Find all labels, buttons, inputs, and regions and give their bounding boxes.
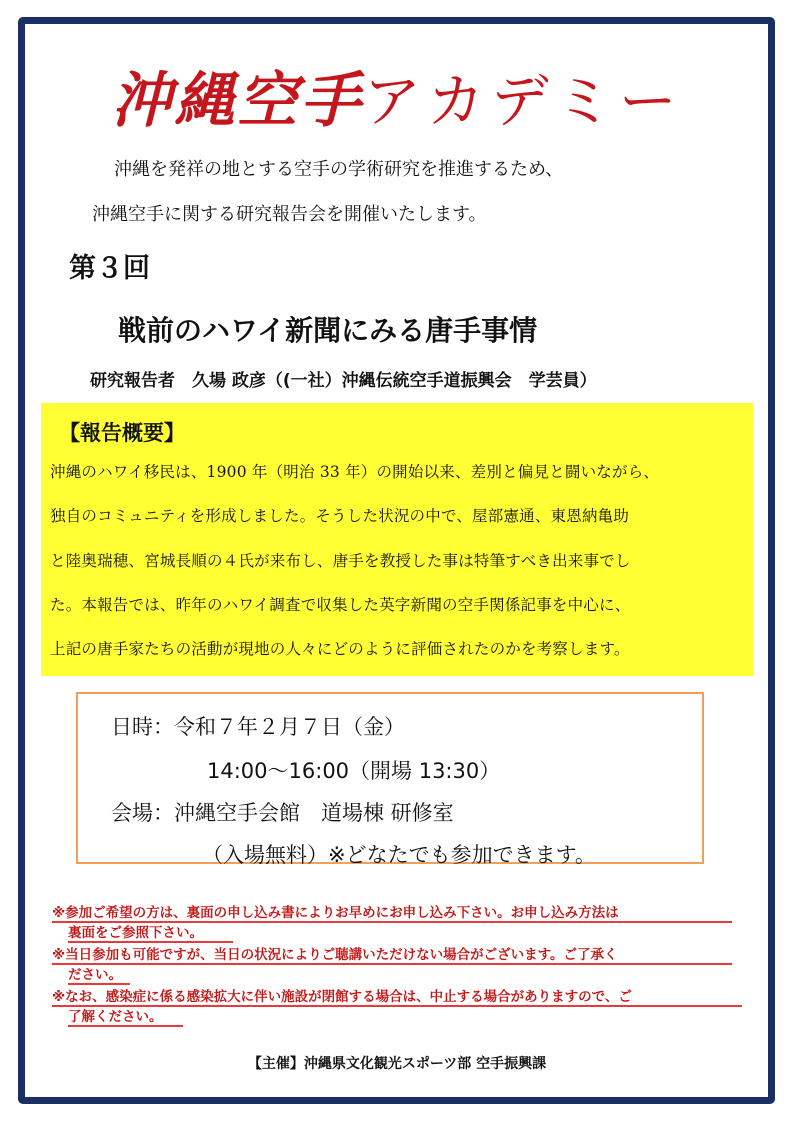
intro-line-2: 沖縄空手に関する研究報告会を開催いたします。 — [92, 204, 487, 225]
summary-line: と陸奥瑞穂、宮城長順の４氏が来布し、唐手を教授した事は特筆すべき出来事でし — [50, 552, 631, 570]
summary-heading: 【報告概要】 — [59, 421, 185, 445]
intro-line-1: 沖縄を発祥の地とする空手の学術研究を推進するため、 — [114, 159, 564, 180]
note-line: ※参加ご希望の方は、裏面の申し込み書によりお早めにお申し込み下さい。お申し込み方法は — [52, 905, 619, 921]
note-line: ※なお、感染症に係る感染拡大に伴い施設が閉館する場合は、中止する場合がありますので、ご — [52, 989, 632, 1005]
title-brush-text: 沖縄空手 — [111, 66, 364, 136]
note-line: 裏面をご参照下さい。 — [68, 925, 203, 941]
event-time: 14:00～16:00（開場 13:30） — [207, 759, 501, 783]
event-info-box — [76, 692, 704, 867]
event-date: 日時：令和７年２月７日（金） — [111, 715, 405, 739]
academy-title — [0, 53, 794, 139]
admission-note: （入場無料）※どなたでも参加できます。 — [202, 843, 596, 867]
reporter-line: 研究報告者 久場 政彦（(一社）沖縄伝統空手道振興会 学芸員） — [90, 371, 597, 391]
session-number: 第３回 — [69, 253, 150, 284]
event-venue: 会場：沖縄空手会館 道場棟 研修室 — [111, 801, 454, 825]
report-summary-box — [41, 403, 753, 676]
report-topic: 戦前のハワイ新聞にみる唐手事情 — [118, 314, 538, 347]
organizer-credit: 【主催】沖縄県文化観光スポーツ部 空手振興課 — [247, 1056, 547, 1072]
note-line: 了解ください。 — [68, 1009, 163, 1025]
note-line: ※当日参加も可能ですが、当日の状況によりご聴講いただけない場合がございます。ご了承く — [52, 947, 618, 963]
title-kana-text: アカデミー — [363, 67, 683, 135]
summary-line: 独自のコミュニティを形成しました。そうした状況の中で、屋部憲通、東恩納亀助 — [50, 507, 630, 525]
note-underline — [52, 963, 732, 965]
summary-line: 上記の唐手家たちの活動が現地の人々にどのように評価されたのかを考察します。 — [50, 640, 630, 658]
note-underline — [68, 1025, 183, 1027]
summary-line: 沖縄のハワイ移民は、1900 年（明治 33 年）の開始以来、差別と偏見と闘いながら、 — [50, 463, 660, 481]
note-line: ださい。 — [68, 967, 122, 983]
summary-line: た。本報告では、昨年のハワイ調査で収集した英字新聞の空手関係記事を中心に、 — [50, 596, 631, 614]
